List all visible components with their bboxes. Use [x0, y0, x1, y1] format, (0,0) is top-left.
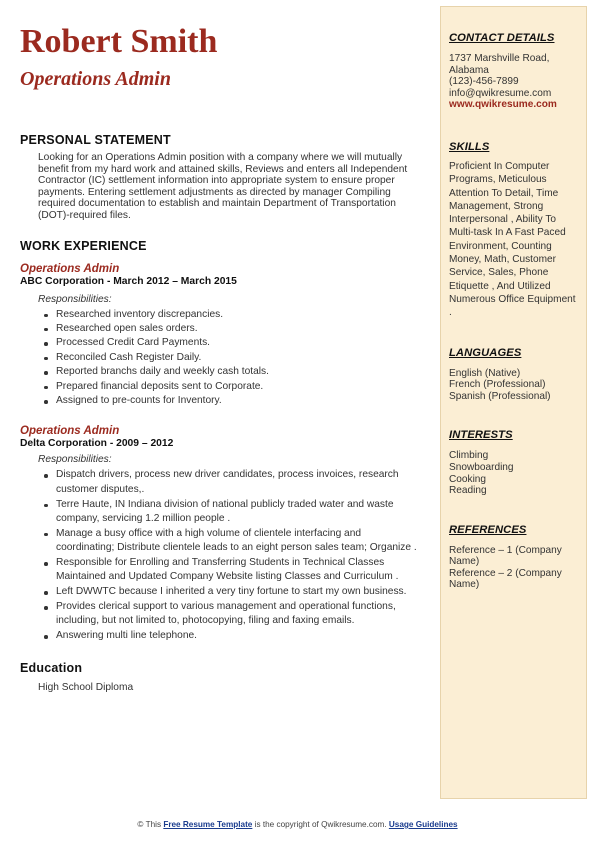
job-entry	[20, 425, 418, 643]
references-section	[449, 524, 580, 591]
list-item: Reading	[449, 485, 487, 497]
list-item: Reconciled Cash Register Daily.	[56, 351, 418, 365]
list-item: Snowboarding	[449, 461, 514, 473]
languages-section	[449, 347, 580, 403]
list-item: Answering multi line telephone.	[56, 629, 418, 643]
candidate-title: Operations Admin	[20, 68, 171, 90]
footer-copyright-text: is the copyright of Qwikresume.com.	[252, 820, 389, 829]
usage-guidelines-link[interactable]: Usage Guidelines	[388, 820, 458, 829]
list-item: Reported branchs daily and weekly cash totals.	[56, 365, 418, 379]
responsibilities-label: Responsibilities:	[38, 454, 112, 466]
footer	[0, 820, 595, 829]
list-item: Researched inventory discrepancies.	[56, 308, 418, 322]
list-item: Responsible for Enrolling and Transferring Students in Technical Classes Maintained and Updated Company Website listing Classes and Curriculum .	[56, 556, 418, 585]
education-degree: High School Diploma	[38, 681, 134, 693]
education-heading: Education	[20, 660, 83, 675]
personal-statement-text: Looking for an Operations Admin position with a company where we will mutually benefit from my hard work and attained skills, Reviews and enters all Independent Contractor (IC) settlement information into appropriate system to ensure proper payments. Entering settlement adjustments as directed by manager Compiling required documentation to establish and maintain Department of Transportation (DOT)-required files.	[38, 152, 408, 221]
responsibilities-list	[20, 308, 418, 409]
skills-heading: SKILLS	[449, 140, 490, 153]
list-item: Researched open sales orders.	[56, 322, 418, 336]
job-company-dates: Delta Corporation - 2009 – 2012	[20, 438, 174, 450]
contact-heading: CONTACT DETAILS	[449, 32, 555, 44]
responsibilities-list	[20, 468, 418, 643]
languages-heading: LANGUAGES	[449, 346, 522, 359]
list-item: Provides clerical support to various management and operational functions, including, but not limited to, photocopying, filing and faxing emails.	[56, 600, 418, 629]
job-entry	[20, 263, 418, 409]
candidate-name: Robert Smith	[20, 23, 218, 60]
email-address: info@qwikresume.com	[449, 87, 552, 99]
interests-heading: INTERESTS	[449, 429, 513, 442]
work-experience-section	[20, 239, 418, 644]
skills-text: Proficient In Computer Programs, Meticulous Attention To Detail, Time Management, Strong Interpersonal , Ability To Multi-task In A Fast Paced Environment, Counting Money, Math, Customer Service, Sales, Phone Etiquette , And Utilized Numerous Office Equipment .	[449, 160, 576, 319]
job-role: Operations Admin	[20, 262, 120, 275]
list-item: English (Native)	[449, 367, 521, 379]
list-item: Manage a busy office with a high volume of clientele interfacing and coordinating; Distribute clientele leads to an eight person sales team; Organize .	[56, 527, 418, 556]
work-experience-heading: WORK EXPERIENCE	[20, 238, 147, 253]
sidebar	[440, 6, 587, 799]
main-column	[20, 133, 418, 693]
phone-number: (123)-456-7899	[449, 76, 519, 88]
list-item: French (Professional)	[449, 379, 546, 391]
free-resume-template-link[interactable]: Free Resume Template	[163, 820, 253, 829]
list-item: Dispatch drivers, process new driver candidates, process invoices, research customer disputes,.	[56, 468, 418, 497]
job-company-dates: ABC Corporation - March 2012 – March 2015	[20, 275, 237, 287]
list-item: Climbing	[449, 450, 489, 462]
address-line: 1737 Marshville Road,	[449, 53, 550, 64]
list-item: Spanish (Professional)	[449, 390, 551, 402]
references-heading: REFERENCES	[449, 523, 527, 536]
list-item: Terre Haute, IN Indiana division of national publicly traded water and waste company, servicing 1.2 million people .	[56, 498, 418, 527]
responsibilities-label: Responsibilities:	[38, 293, 112, 305]
list-item: Left DWWTC because I inherited a very tiny fortune to start my own business.	[56, 585, 418, 599]
list-item: Reference – 1 (Company Name)	[449, 544, 562, 568]
contact-section	[449, 32, 580, 111]
list-item: Cooking	[449, 473, 487, 485]
website-link[interactable]: www.qwikresume.com	[449, 99, 557, 111]
footer-prefix: © This	[137, 820, 164, 829]
list-item: Processed Credit Card Payments.	[56, 336, 418, 350]
education-section	[20, 661, 418, 694]
address-line: Alabama	[449, 64, 489, 76]
skills-section	[449, 141, 580, 320]
personal-statement-section	[20, 133, 418, 222]
personal-statement-heading: PERSONAL STATEMENT	[20, 133, 171, 147]
list-item: Prepared financial deposits sent to Corporate.	[56, 380, 418, 394]
interests-section	[449, 429, 580, 496]
list-item: Reference – 2 (Company Name)	[449, 567, 562, 591]
list-item: Assigned to pre-counts for Inventory.	[56, 394, 418, 408]
job-role: Operations Admin	[20, 425, 120, 438]
